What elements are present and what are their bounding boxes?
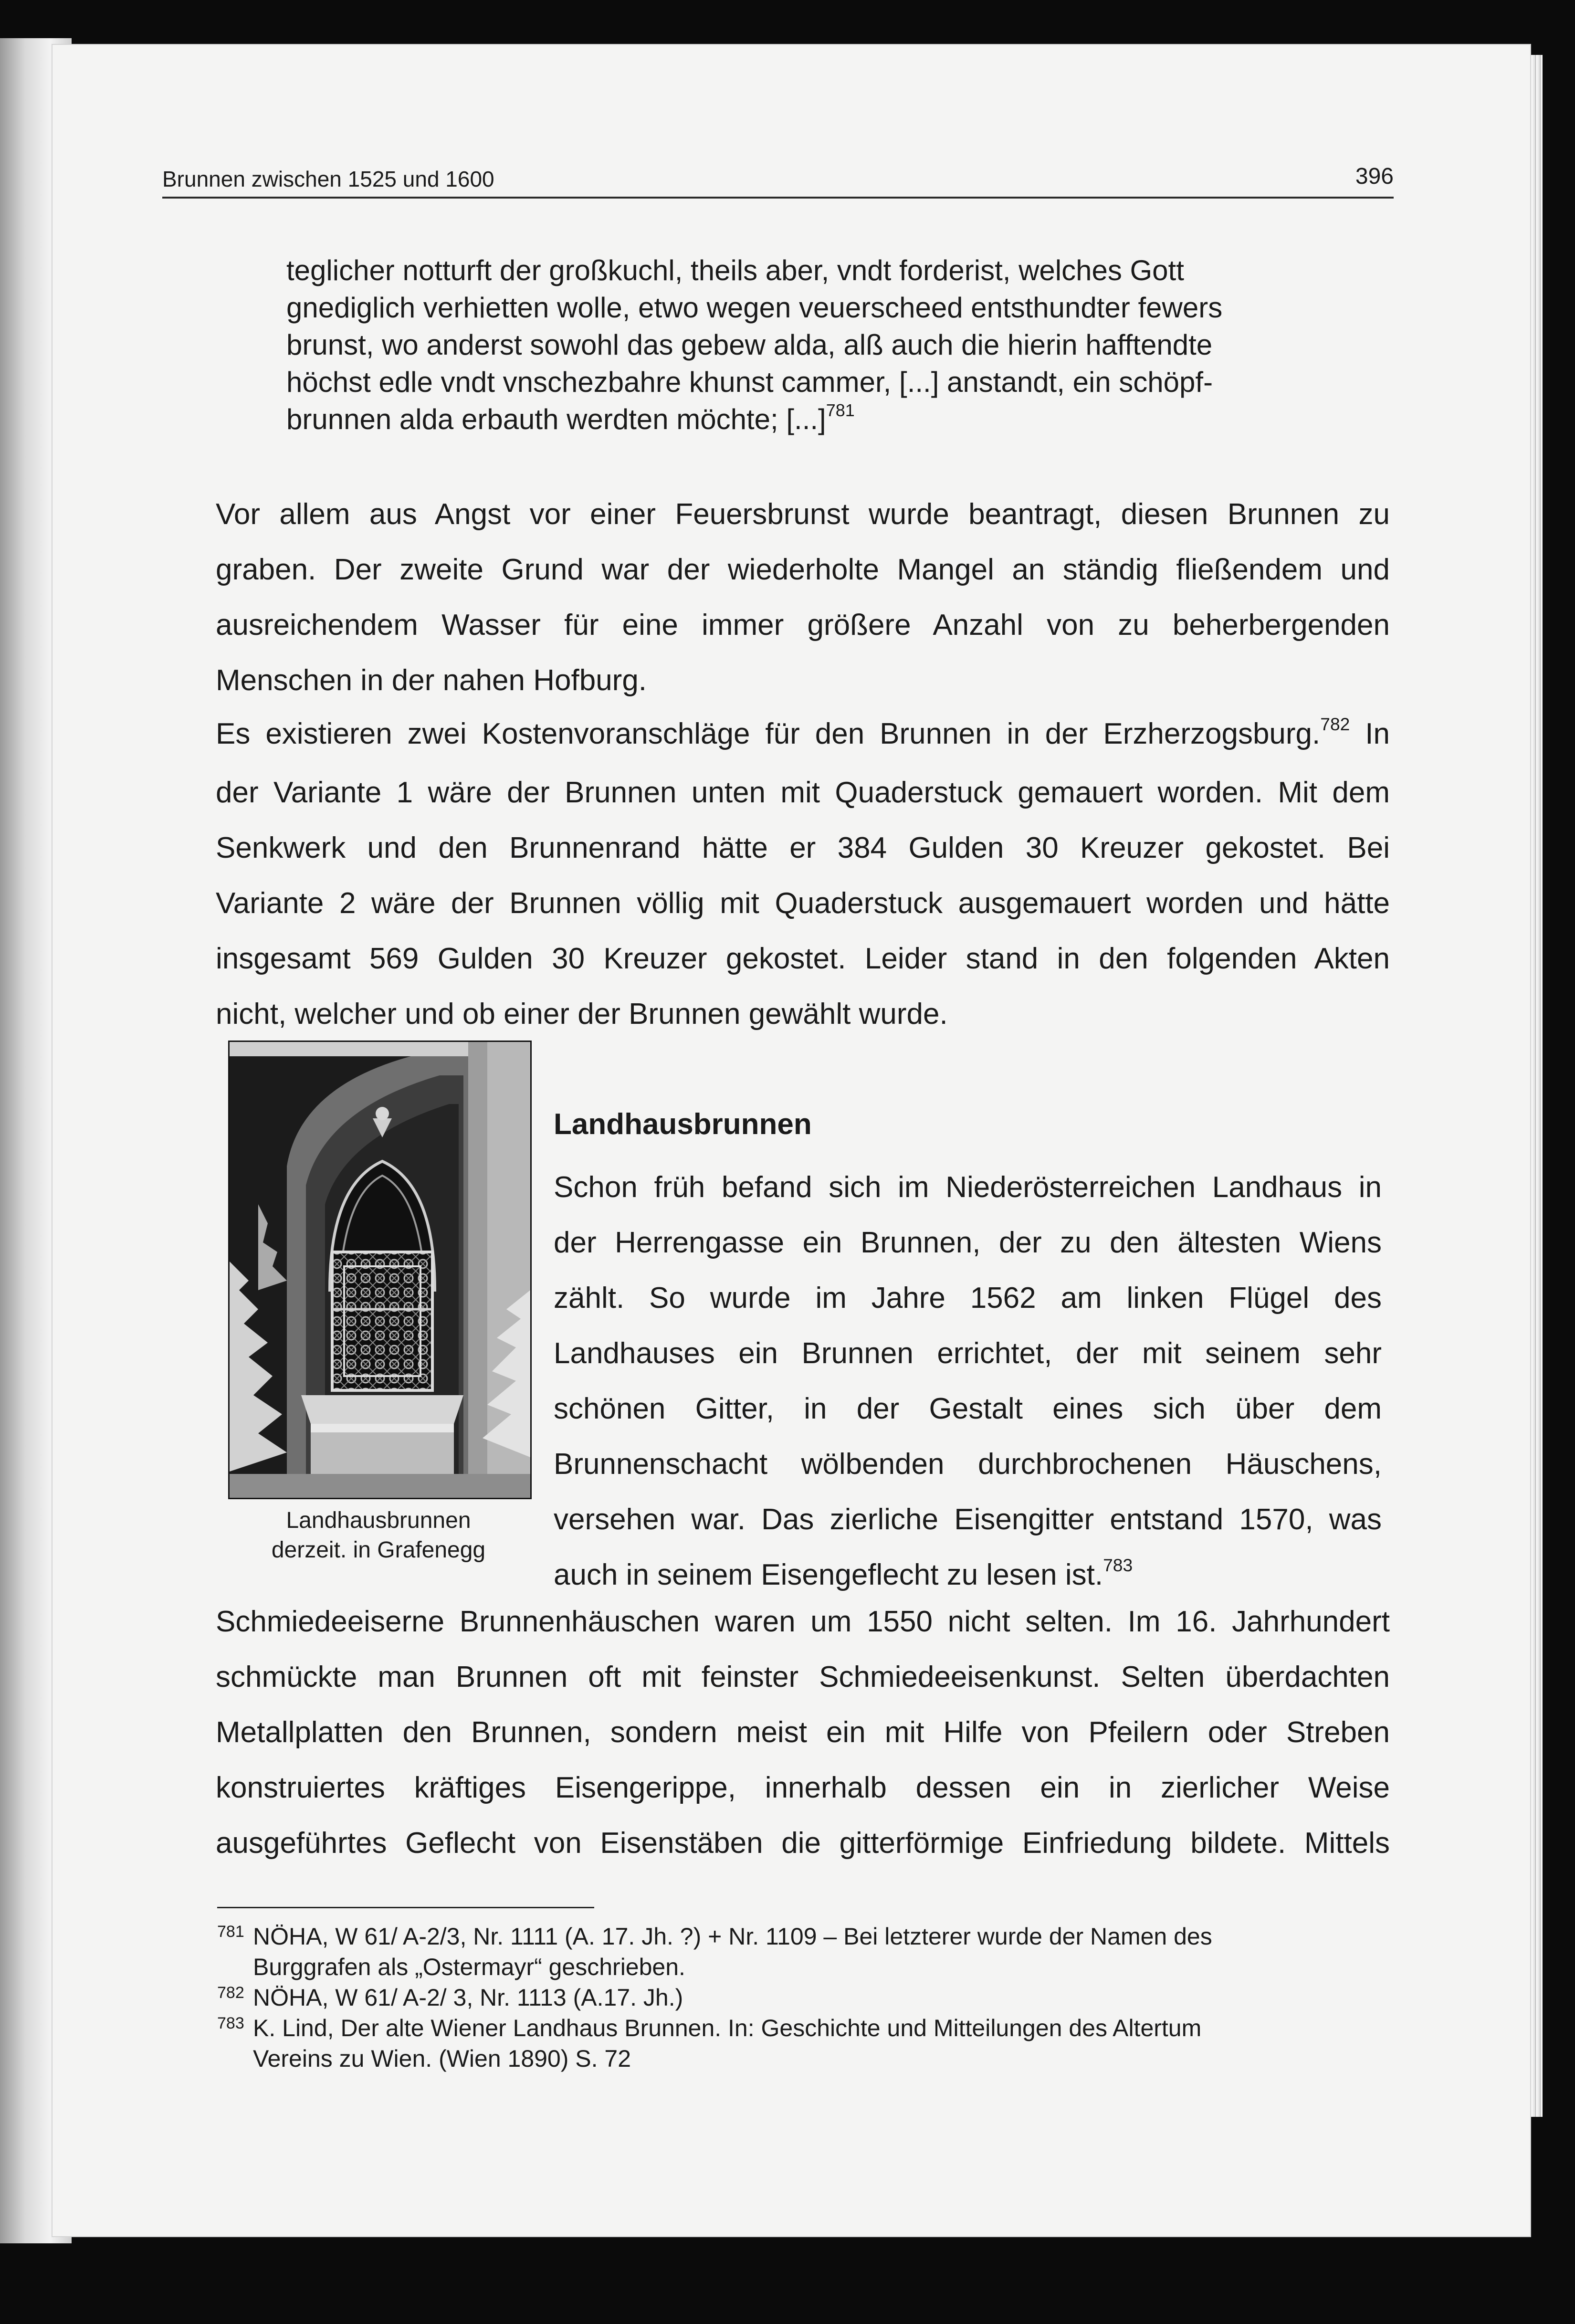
- text-line: insgesamt 569 Gulden 30 Kreuzer gekostet. Leider stand in den folgenden Akten: [216, 942, 1390, 975]
- footnote-782: [217, 1982, 1391, 2013]
- text-span: In: [1350, 717, 1390, 750]
- paragraph-costs: [216, 706, 1390, 1042]
- text-line: Schmiedeeiserne Brunnenhäuschen waren um 1550 nicht selten. Im 16. Jahrhundert: [216, 1605, 1390, 1638]
- quote-line: gnediglich verhietten wolle, etwo wegen veuerscheed entsthundter fewers: [286, 292, 1223, 324]
- text-line: Schon früh befand sich im Niederösterreichen Landhaus in: [554, 1171, 1382, 1204]
- text-line: Metallplatten den Brunnen, sondern meist ein mit Hilfe von Pfeilern oder Streben: [216, 1716, 1390, 1749]
- text-line: schmückte man Brunnen oft mit feinster Schmiedeeisenkunst. Selten überdachten: [216, 1661, 1390, 1693]
- paragraph-wrought-iron: [216, 1594, 1390, 1871]
- fountain-illustration: [230, 1042, 530, 1498]
- text-line: zählt. So wurde im Jahre 1562 am linken Flügel des: [554, 1282, 1382, 1314]
- text-line: Senkwerk und den Brunnenrand hätte er 384 Gulden 30 Kreuzer gekostet. Bei: [216, 831, 1390, 864]
- footnote-ref-783[interactable]: 783: [1103, 1555, 1133, 1576]
- paragraph-landhausbrunnen: [554, 1160, 1382, 1606]
- text-line: der Variante 1 wäre der Brunnen unten mit Quaderstuck gemauert worden. Mit dem: [216, 776, 1390, 809]
- caption-line: derzeit. in Grafenegg: [271, 1537, 486, 1563]
- footnote-line: Vereins zu Wien. (Wien 1890) S. 72: [253, 2045, 631, 2072]
- quote-line: höchst edle vndt vnschezbahre khunst cammer, [...] anstandt, ein schöpf-: [286, 366, 1213, 398]
- quote-line: teglicher notturft der großkuchl, theils aber, vndt forderist, welches Gott: [286, 254, 1184, 286]
- text-span: Es existieren zwei Kostenvoranschläge für den Brunnen in der Erzherzogsburg.: [216, 717, 1321, 750]
- paragraph-fire: [216, 487, 1390, 708]
- quote-line-text: brunnen alda erbauth werdten möchte; [...]: [286, 403, 826, 435]
- footnote-number: 782: [217, 1984, 244, 2002]
- text-line: schönen Gitter, in der Gestalt eines sich über dem: [554, 1392, 1382, 1425]
- footnote-line: NÖHA, W 61/ A-2/ 3, Nr. 1113 (A.17. Jh.): [253, 1984, 683, 2011]
- text-line: der Herrengasse ein Brunnen, der zu den ältesten Wiens: [554, 1226, 1382, 1259]
- footnote-number: 783: [217, 2014, 244, 2032]
- footnote-ref-782[interactable]: 782: [1320, 714, 1350, 735]
- text-line: [216, 706, 1390, 765]
- block-quote: [286, 252, 1394, 442]
- text-line: graben. Der zweite Grund war der wiederholte Mangel an ständig fließendem und: [216, 553, 1390, 586]
- caption-line: Landhausbrunnen: [286, 1508, 471, 1533]
- footnote-rule: [217, 1907, 594, 1908]
- running-title: Brunnen zwischen 1525 und 1600: [162, 167, 494, 191]
- text-line: Vor allem aus Angst vor einer Feuersbrunst wurde beantragt, diesen Brunnen zu: [216, 498, 1390, 531]
- text-line: ausreichendem Wasser für eine immer größere Anzahl von zu beherbergenden: [216, 609, 1390, 641]
- text-line: Menschen in der nahen Hofburg.: [216, 664, 647, 697]
- text-line: ausgeführtes Geflecht von Eisenstäben die gitterförmige Einfriedung bildete. Mittels: [216, 1827, 1390, 1860]
- footnotes: [217, 1921, 1391, 2074]
- quote-line: brunst, wo anderst sowohl das gebew alda, alß auch die hierin hafftendte: [286, 329, 1213, 361]
- text-line: konstruiertes kräftiges Eisengerippe, innerhalb dessen ein in zierlicher Weise: [216, 1771, 1390, 1804]
- text-line: Landhauses ein Brunnen errichtet, der mit seinem sehr: [554, 1337, 1382, 1370]
- footnote-line: Burggrafen als „Ostermayr“ geschrieben.: [253, 1954, 685, 1980]
- footnote-783: [217, 2013, 1391, 2074]
- quote-line: [286, 401, 1394, 442]
- footnote-line: NÖHA, W 61/ A-2/3, Nr. 1111 (A. 17. Jh. ?) + Nr. 1109 – Bei letzterer wurde der Namen des: [253, 1923, 1212, 1950]
- text-line: Variante 2 wäre der Brunnen völlig mit Quaderstuck ausgemauert worden und hätte: [216, 887, 1390, 920]
- footnote-number: 781: [217, 1923, 244, 1941]
- footnote-781: [217, 1921, 1391, 1982]
- section-heading: Landhausbrunnen: [554, 1108, 812, 1141]
- text-line: Brunnenschacht wölbenden durchbrochenen Häuschens,: [554, 1448, 1382, 1481]
- text-line: nicht, welcher und ob einer der Brunnen gewählt wurde.: [216, 998, 948, 1031]
- text-span: auch in seinem Eisengeflecht zu lesen ist.: [554, 1558, 1103, 1591]
- fountain-photo: [228, 1041, 532, 1499]
- footnote-ref-781[interactable]: 781: [826, 400, 855, 420]
- footnote-line: K. Lind, Der alte Wiener Landhaus Brunnen. In: Geschichte und Mitteilungen des Altertum: [253, 2015, 1202, 2041]
- page-number: 396: [1355, 164, 1394, 189]
- running-header: [162, 163, 1394, 199]
- photo-caption: [228, 1506, 529, 1565]
- text-line: versehen war. Das zierliche Eisengitter entstand 1570, was: [554, 1503, 1382, 1536]
